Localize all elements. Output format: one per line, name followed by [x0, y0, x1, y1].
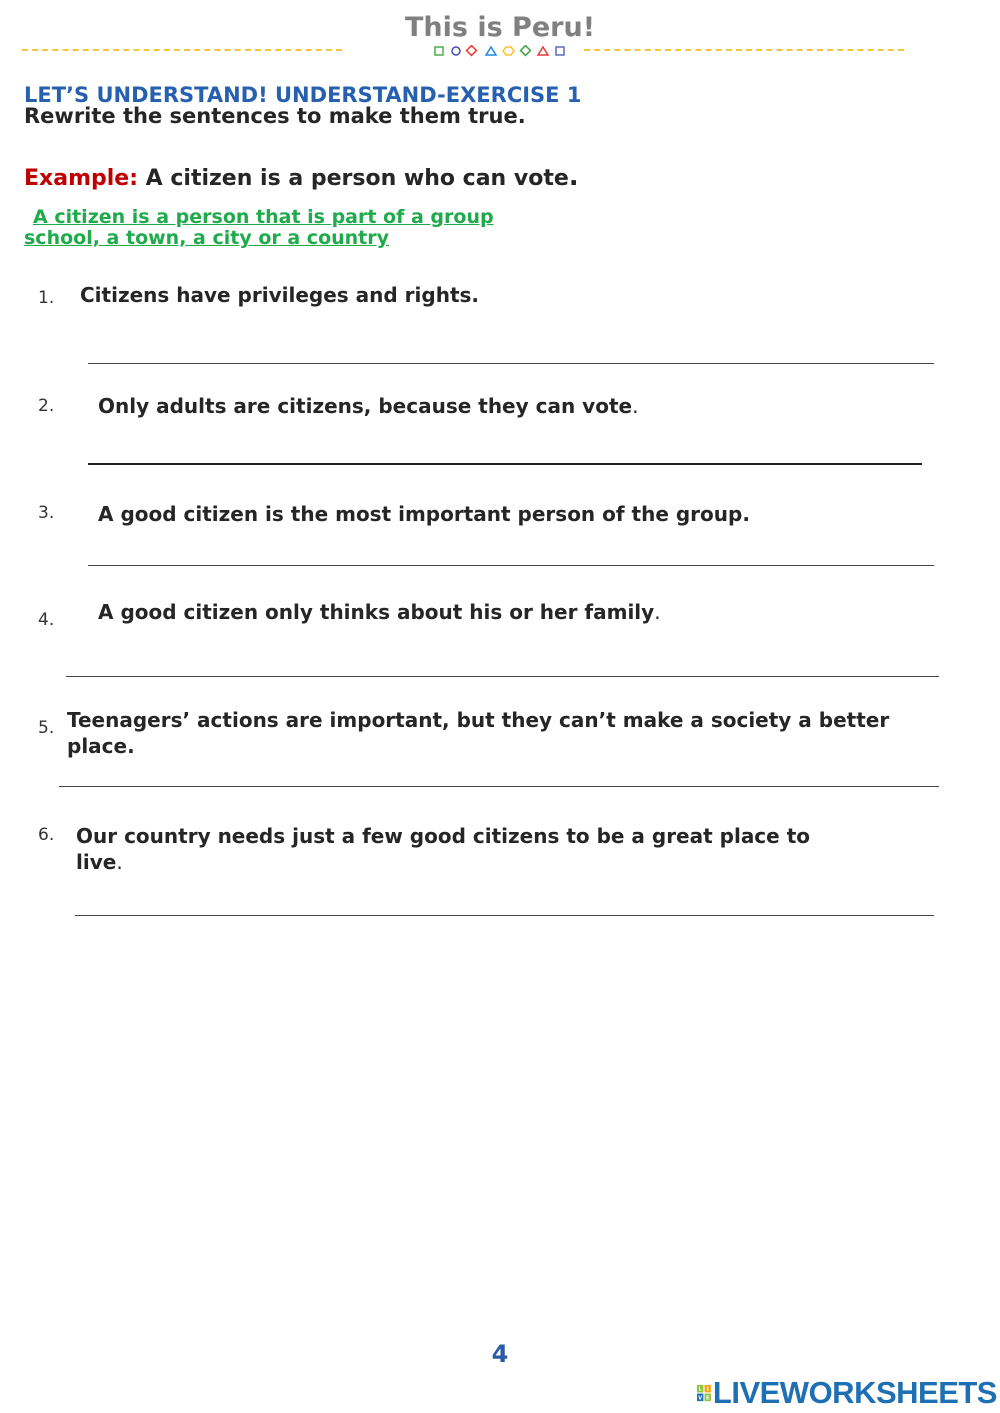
question-text-period: .	[116, 850, 123, 874]
svg-text:E: E	[705, 1395, 710, 1402]
question-text-period: .	[654, 600, 661, 624]
header-dash-left	[22, 49, 342, 51]
liveworksheets-logo[interactable]	[697, 1375, 997, 1411]
svg-text:L: L	[698, 1386, 702, 1393]
svg-text:V: V	[698, 1395, 703, 1402]
question-text: A good citizen is the most important person of the group.	[98, 502, 750, 526]
liveworksheets-logo-icon	[697, 1379, 711, 1407]
example-text: A citizen is a person who can vote	[145, 166, 569, 191]
liveworksheets-logo-text: LIVEWORKSHEETS	[712, 1375, 997, 1410]
example-period: .	[568, 162, 579, 192]
question-number: 3.	[38, 503, 55, 523]
question-text	[98, 599, 661, 625]
question-text-line1: Teenagers’ actions are important, but they can’t make a society a better	[67, 708, 890, 732]
page-title: This is Peru!	[404, 12, 596, 43]
svg-text:I: I	[706, 1386, 709, 1393]
question-number: 1.	[38, 288, 55, 308]
answer-line[interactable]	[66, 676, 939, 677]
question-text-main: live	[76, 850, 117, 874]
answer-line[interactable]	[88, 565, 934, 566]
question-text-line2	[76, 849, 123, 875]
question-text-main: Only adults are citizens, because they can vote	[98, 394, 633, 418]
example-label: Example:	[24, 166, 138, 191]
example-answer-line1: A citizen is a person that is part of a group	[33, 206, 494, 228]
question-number: 2.	[38, 396, 55, 416]
example-sentence	[24, 162, 579, 192]
answer-line[interactable]	[59, 786, 939, 787]
page-number: 4	[491, 1340, 509, 1368]
question-text-main: A good citizen only thinks about his or her family	[98, 600, 655, 624]
instruction-text: Rewrite the sentences to make them true.	[24, 104, 526, 128]
question-text-line1: Our country needs just a few good citizens to be a great place to	[76, 824, 810, 848]
question-text-period: .	[632, 394, 639, 418]
section-heading: LET’S UNDERSTAND! UNDERSTAND-EXERCISE 1	[24, 83, 582, 107]
question-text	[98, 393, 638, 419]
example-answer-line2: school, a town, a city or a country	[24, 227, 390, 249]
answer-line[interactable]	[88, 463, 922, 465]
question-text-line2: place.	[67, 734, 135, 758]
question-number: 5.	[38, 718, 55, 738]
question-number: 4.	[38, 610, 55, 630]
header-dash-right	[584, 49, 904, 51]
question-text: Citizens have privileges and rights.	[80, 283, 480, 307]
decorative-shapes-icon	[434, 45, 574, 57]
answer-line[interactable]	[75, 915, 934, 916]
question-number: 6.	[38, 825, 55, 845]
answer-line[interactable]	[88, 363, 934, 364]
